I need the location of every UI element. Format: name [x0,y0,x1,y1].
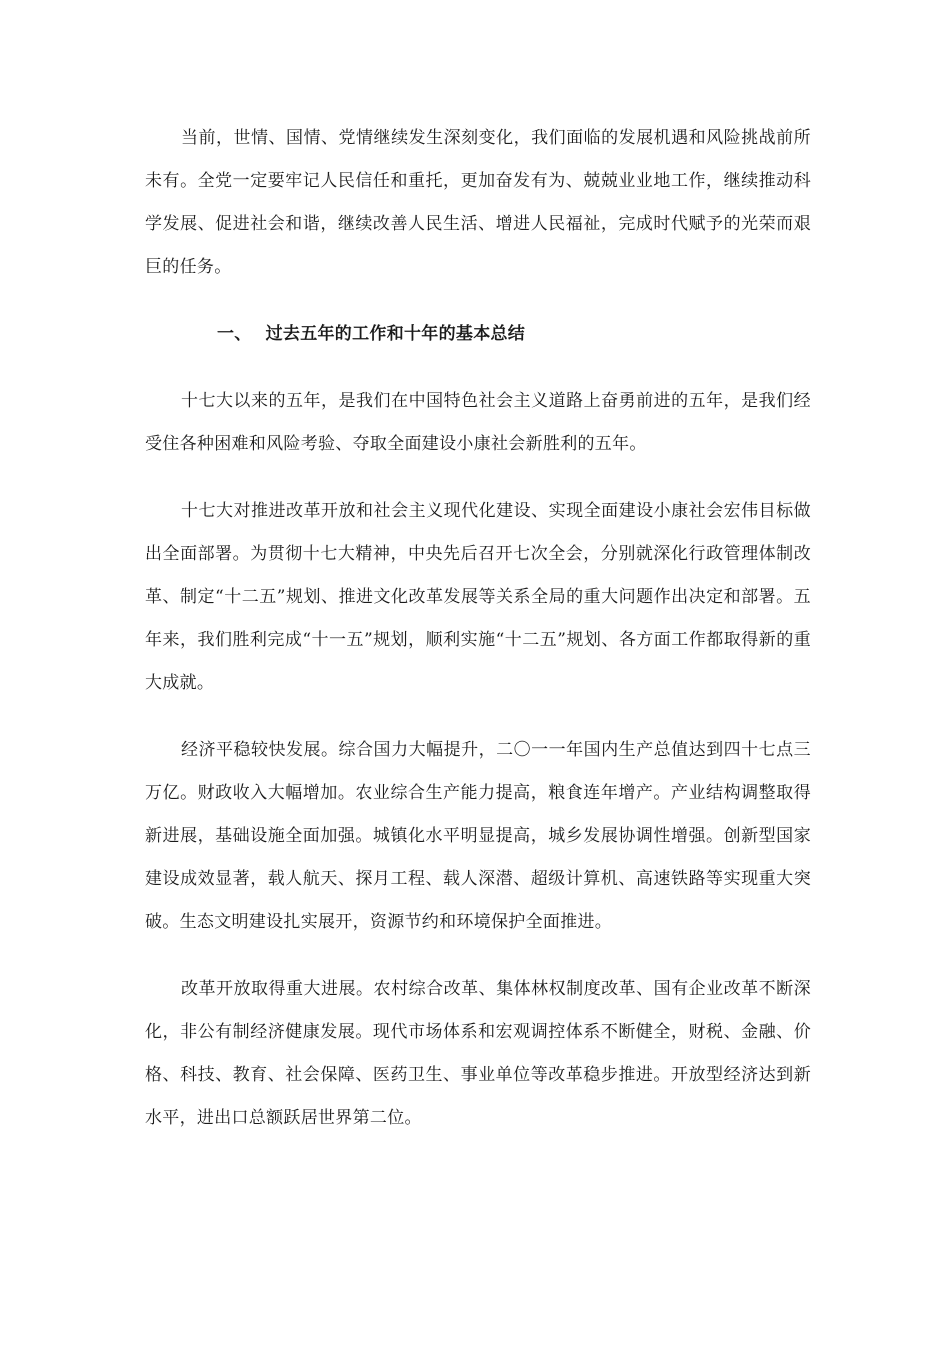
paragraph-1: 十七大以来的五年，是我们在中国特色社会主义道路上奋勇前进的五年，是我们经受住各种困难和风险考验、夺取全面建设小康社会新胜利的五年。 [145,391,811,454]
section-heading [145,313,811,356]
paragraph-intro: 当前，世情、国情、党情继续发生深刻变化，我们面临的发展机遇和风险挑战前所未有。全党一定要牢记人民信任和重托，更加奋发有为、兢兢业业地工作，继续推动科学发展、促进社会和谐，继续改善人民生活、增进人民福祉，完成时代赋予的光荣而艰巨的任务。 [145,128,811,277]
section-title: 过去五年的工作和十年的基本总结 [265,324,526,344]
document-body [145,117,811,1164]
paragraph-4: 改革开放取得重大进展。农村综合改革、集体林权制度改革、国有企业改革不断深化，非公有制经济健康发展。现代市场体系和宏观调控体系不断健全，财税、金融、价格、科技、教育、社会保障、医药卫生、事业单位等改革稳步推进。开放型经济达到新水平，进出口总额跃居世界第二位。 [145,979,811,1128]
paragraph-3: 经济平稳较快发展。综合国力大幅提升，二〇一一年国内生产总值达到四十七点三万亿。财政收入大幅增加。农业综合生产能力提高，粮食连年增产。产业结构调整取得新进展，基础设施全面加强。城镇化水平明显提高，城乡发展协调性增强。创新型国家建设成效显著，载人航天、探月工程、载人深潜、超级计算机、高速铁路等实现重大突破。生态文明建设扎实展开，资源节约和环境保护全面推进。 [145,740,811,932]
section-number: 一、 [217,324,252,344]
paragraph-2: 十七大对推进改革开放和社会主义现代化建设、实现全面建设小康社会宏伟目标做出全面部署。为贯彻十七大精神，中央先后召开七次全会，分别就深化行政管理体制改革、制定“十二五”规划、推进文化改革发展等关系全局的重大问题作出决定和部署。五年来，我们胜利完成“十一五”规划，顺利实施“十二五”规划、各方面工作都取得新的重大成就。 [145,501,811,693]
